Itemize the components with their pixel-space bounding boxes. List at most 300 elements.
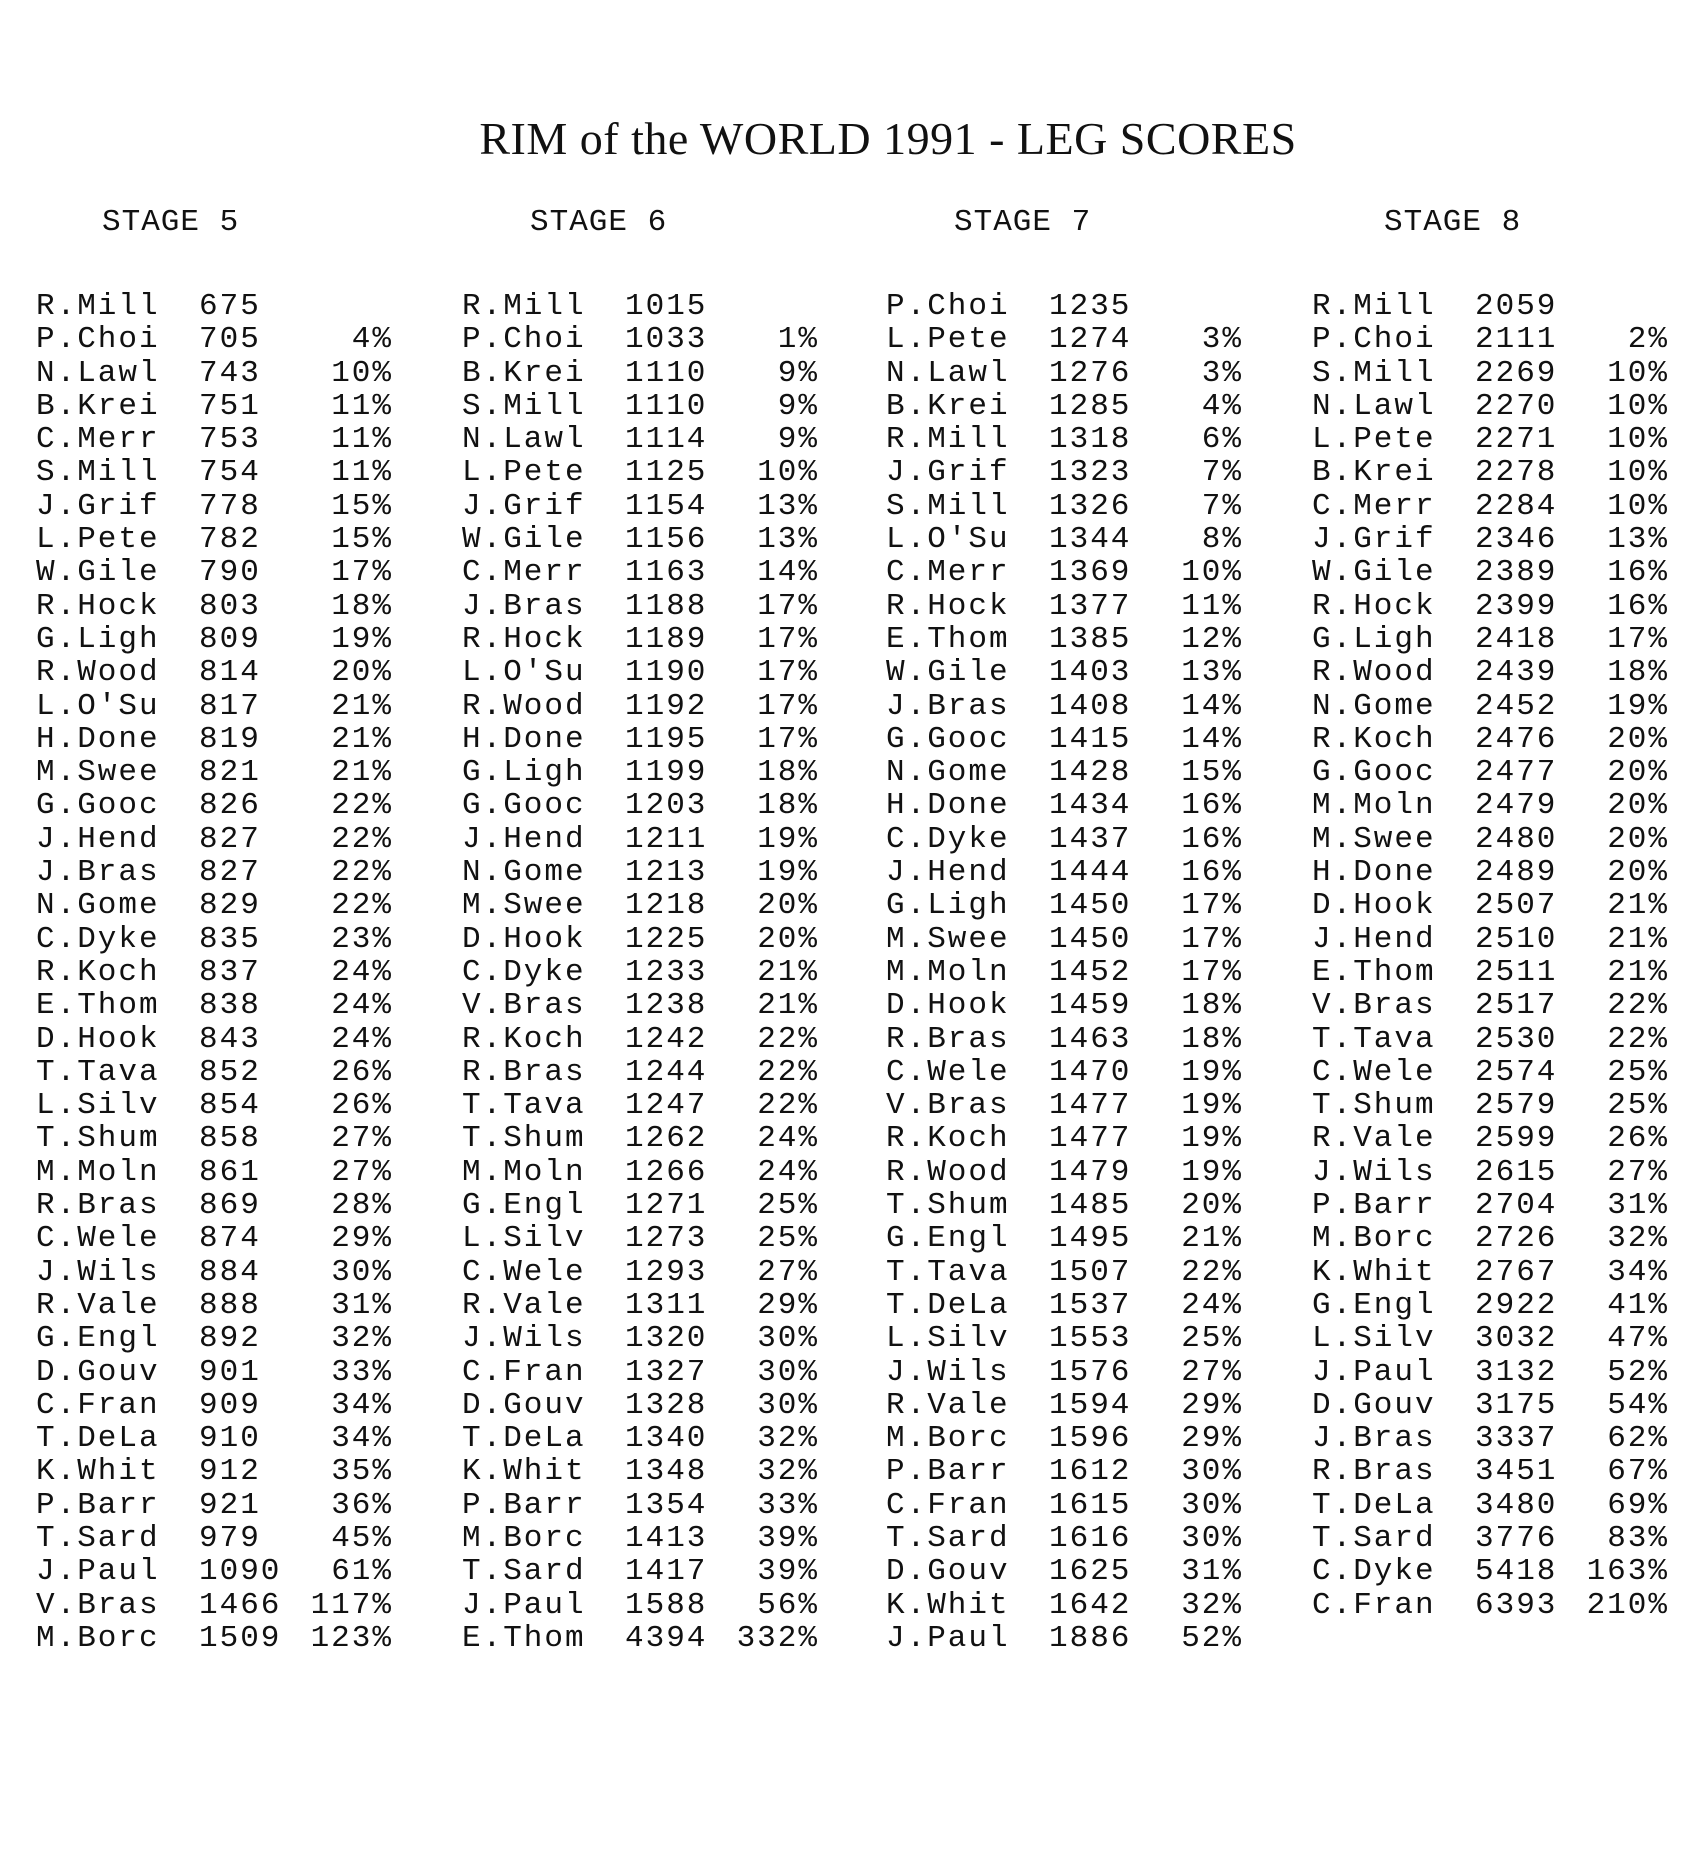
racer-percent-behind: 18% xyxy=(757,755,819,791)
racer-percent-behind: 19% xyxy=(757,855,819,891)
racer-percent-behind: 34% xyxy=(331,1387,393,1423)
score-row xyxy=(36,1489,436,1522)
racer-percent-behind: 45% xyxy=(331,1520,393,1556)
racer-score: 892 xyxy=(199,1321,261,1357)
racer-score: 1417 xyxy=(625,1554,708,1590)
racer-percent-behind: 32% xyxy=(1607,1221,1669,1257)
score-row xyxy=(886,1555,1286,1588)
score-row xyxy=(462,1356,862,1389)
racer-score: 1485 xyxy=(1049,1188,1132,1224)
racer-score: 1470 xyxy=(1049,1054,1132,1090)
racer-name: L.Silv xyxy=(36,1088,160,1124)
score-row xyxy=(886,823,1286,856)
score-row xyxy=(1312,357,1696,390)
racer-score: 2389 xyxy=(1475,555,1558,591)
racer-name: G.Engl xyxy=(36,1321,160,1357)
racer-name: L.O'Su xyxy=(462,655,586,691)
score-row xyxy=(36,1089,436,1122)
score-row xyxy=(1312,1356,1696,1389)
score-row xyxy=(36,989,436,1022)
racer-percent-behind: 3% xyxy=(1201,322,1243,358)
racer-name: R.Mill xyxy=(1312,289,1436,324)
racer-percent-behind: 34% xyxy=(1607,1254,1669,1290)
racer-score: 2480 xyxy=(1475,821,1558,857)
score-row xyxy=(1312,656,1696,689)
racer-percent-behind: 17% xyxy=(1181,954,1243,990)
racer-name: T.DeLa xyxy=(36,1421,160,1457)
score-row xyxy=(462,1122,862,1155)
racer-percent-behind: 22% xyxy=(331,888,393,924)
racer-percent-behind: 62% xyxy=(1607,1421,1669,1457)
racer-percent-behind: 10% xyxy=(331,355,393,391)
racer-score: 3132 xyxy=(1475,1354,1558,1390)
racer-name: L.Pete xyxy=(462,455,586,491)
score-row xyxy=(462,1322,862,1355)
racer-percent-behind: 30% xyxy=(1181,1487,1243,1523)
score-row xyxy=(462,1222,862,1255)
racer-name: P.Barr xyxy=(462,1487,586,1523)
racer-percent-behind: 16% xyxy=(1181,855,1243,891)
score-list xyxy=(886,290,1286,1655)
racer-percent-behind: 25% xyxy=(757,1188,819,1224)
racer-percent-behind: 17% xyxy=(1181,921,1243,957)
racer-name: H.Done xyxy=(1312,855,1436,891)
racer-percent-behind: 10% xyxy=(757,455,819,491)
score-row xyxy=(36,1023,436,1056)
racer-name: B.Krei xyxy=(886,388,1010,424)
racer-name: D.Hook xyxy=(36,1021,160,1057)
score-row xyxy=(1312,1489,1696,1522)
racer-name: R.Mill xyxy=(886,422,1010,458)
score-row xyxy=(462,523,862,556)
score-row xyxy=(1312,1023,1696,1056)
score-row xyxy=(462,1622,862,1655)
racer-percent-behind: 10% xyxy=(1607,455,1669,491)
racer-name: V.Bras xyxy=(886,1088,1010,1124)
racer-score: 2059 xyxy=(1475,289,1558,324)
racer-percent-behind: 24% xyxy=(331,1021,393,1057)
racer-percent-behind: 9% xyxy=(777,422,819,458)
score-row xyxy=(36,623,436,656)
racer-percent-behind: 18% xyxy=(1181,1021,1243,1057)
racer-name: C.Merr xyxy=(1312,488,1436,524)
racer-name: G.Engl xyxy=(886,1221,1010,1257)
racer-percent-behind: 21% xyxy=(1607,954,1669,990)
racer-score: 852 xyxy=(199,1054,261,1090)
racer-score: 1233 xyxy=(625,954,708,990)
racer-name: N.Gome xyxy=(1312,688,1436,724)
racer-score: 2269 xyxy=(1475,355,1558,391)
score-row xyxy=(1312,723,1696,756)
racer-score: 1203 xyxy=(625,788,708,824)
racer-score: 1450 xyxy=(1049,921,1132,957)
racer-name: R.Wood xyxy=(1312,655,1436,691)
score-row xyxy=(462,989,862,1022)
racer-name: L.Silv xyxy=(462,1221,586,1257)
racer-score: 1199 xyxy=(625,755,708,791)
score-row xyxy=(886,1122,1286,1155)
racer-name: E.Thom xyxy=(462,1620,586,1656)
racer-name: R.Bras xyxy=(886,1021,1010,1057)
racer-name: D.Hook xyxy=(462,921,586,957)
score-row xyxy=(886,1322,1286,1355)
score-row xyxy=(886,1056,1286,1089)
racer-score: 1450 xyxy=(1049,888,1132,924)
racer-percent-behind: 2% xyxy=(1627,322,1669,358)
racer-score: 1276 xyxy=(1049,355,1132,391)
racer-name: P.Barr xyxy=(36,1487,160,1523)
racer-name: T.Sard xyxy=(886,1520,1010,1556)
racer-percent-behind: 21% xyxy=(1607,888,1669,924)
racer-score: 2346 xyxy=(1475,522,1558,558)
score-row xyxy=(886,523,1286,556)
racer-name: W.Gile xyxy=(462,522,586,558)
racer-score: 1110 xyxy=(625,388,708,424)
racer-score: 1415 xyxy=(1049,721,1132,757)
score-row xyxy=(1312,390,1696,423)
score-row xyxy=(462,1089,862,1122)
racer-name: J.Hend xyxy=(462,821,586,857)
racer-score: 2284 xyxy=(1475,488,1558,524)
racer-score: 1466 xyxy=(199,1587,282,1623)
score-row xyxy=(36,1522,436,1555)
racer-name: G.Ligh xyxy=(1312,621,1436,657)
score-row xyxy=(462,1289,862,1322)
racer-name: R.Wood xyxy=(36,655,160,691)
score-row xyxy=(886,1156,1286,1189)
racer-score: 1125 xyxy=(625,455,708,491)
score-row xyxy=(36,456,436,489)
score-row xyxy=(886,656,1286,689)
racer-score: 2767 xyxy=(1475,1254,1558,1290)
racer-percent-behind: 24% xyxy=(331,988,393,1024)
racer-percent-behind: 41% xyxy=(1607,1287,1669,1323)
racer-name: M.Borc xyxy=(1312,1221,1436,1257)
racer-name: M.Swee xyxy=(36,755,160,791)
racer-name: T.Sard xyxy=(462,1554,586,1590)
racer-name: S.Mill xyxy=(886,488,1010,524)
score-row xyxy=(886,1189,1286,1222)
score-row xyxy=(1312,1256,1696,1289)
score-row xyxy=(36,690,436,723)
racer-percent-behind: 32% xyxy=(757,1421,819,1457)
racer-score: 1507 xyxy=(1049,1254,1132,1290)
racer-name: B.Krei xyxy=(36,388,160,424)
racer-percent-behind: 11% xyxy=(331,422,393,458)
racer-name: R.Vale xyxy=(36,1287,160,1323)
racer-percent-behind: 20% xyxy=(1607,788,1669,824)
racer-score: 2399 xyxy=(1475,588,1558,624)
score-row xyxy=(1312,1122,1696,1155)
racer-name: L.Pete xyxy=(886,322,1010,358)
score-row xyxy=(36,1289,436,1322)
racer-percent-behind: 15% xyxy=(1181,755,1243,791)
score-row xyxy=(1312,1422,1696,1455)
score-row xyxy=(36,1389,436,1422)
racer-score: 751 xyxy=(199,388,261,424)
score-row xyxy=(36,357,436,390)
stage-heading: STAGE 6 xyxy=(530,205,668,240)
racer-score: 1596 xyxy=(1049,1421,1132,1457)
racer-score: 1509 xyxy=(199,1620,282,1656)
racer-percent-behind: 22% xyxy=(331,821,393,857)
racer-name: C.Fran xyxy=(886,1487,1010,1523)
racer-name: J.Paul xyxy=(1312,1354,1436,1390)
racer-name: G.Engl xyxy=(462,1188,586,1224)
score-row xyxy=(1312,1189,1696,1222)
racer-score: 2615 xyxy=(1475,1154,1558,1190)
racer-score: 921 xyxy=(199,1487,261,1523)
racer-score: 1437 xyxy=(1049,821,1132,857)
racer-score: 1326 xyxy=(1049,488,1132,524)
racer-percent-behind: 14% xyxy=(1181,721,1243,757)
racer-name: C.Wele xyxy=(462,1254,586,1290)
racer-percent-behind: 332% xyxy=(736,1620,819,1656)
score-row xyxy=(36,290,436,323)
racer-percent-behind: 24% xyxy=(757,1121,819,1157)
racer-score: 3032 xyxy=(1475,1321,1558,1357)
score-row xyxy=(1312,1056,1696,1089)
racer-percent-behind: 21% xyxy=(1607,921,1669,957)
racer-percent-behind: 18% xyxy=(331,588,393,624)
racer-score: 1328 xyxy=(625,1387,708,1423)
score-row xyxy=(886,789,1286,822)
racer-name: P.Barr xyxy=(886,1454,1010,1490)
racer-percent-behind: 10% xyxy=(1607,355,1669,391)
racer-score: 1015 xyxy=(625,289,708,324)
racer-name: J.Wils xyxy=(886,1354,1010,1390)
score-row xyxy=(462,623,862,656)
racer-score: 2517 xyxy=(1475,988,1558,1024)
racer-percent-behind: 16% xyxy=(1181,821,1243,857)
racer-name: M.Borc xyxy=(462,1520,586,1556)
racer-percent-behind: 19% xyxy=(1181,1054,1243,1090)
racer-name: G.Ligh xyxy=(462,755,586,791)
racer-percent-behind: 67% xyxy=(1607,1454,1669,1490)
racer-percent-behind: 15% xyxy=(331,488,393,524)
racer-name: J.Bras xyxy=(36,855,160,891)
score-row xyxy=(36,1256,436,1289)
score-row xyxy=(36,923,436,956)
score-row xyxy=(36,1156,436,1189)
score-row xyxy=(1312,1222,1696,1255)
score-row xyxy=(886,1089,1286,1122)
score-row xyxy=(36,1422,436,1455)
score-row xyxy=(462,856,862,889)
racer-score: 1354 xyxy=(625,1487,708,1523)
racer-score: 1886 xyxy=(1049,1620,1132,1656)
racer-percent-behind: 20% xyxy=(1607,721,1669,757)
score-row xyxy=(462,390,862,423)
racer-score: 888 xyxy=(199,1287,261,1323)
racer-score: 1189 xyxy=(625,621,708,657)
racer-name: B.Krei xyxy=(462,355,586,391)
racer-score: 1594 xyxy=(1049,1387,1132,1423)
racer-score: 826 xyxy=(199,788,261,824)
racer-percent-behind: 13% xyxy=(1181,655,1243,691)
score-row xyxy=(36,1222,436,1255)
score-row xyxy=(462,1455,862,1488)
racer-name: J.Paul xyxy=(462,1587,586,1623)
racer-percent-behind: 22% xyxy=(331,855,393,891)
racer-name: M.Moln xyxy=(1312,788,1436,824)
racer-name: C.Dyke xyxy=(36,921,160,957)
score-row xyxy=(36,523,436,556)
racer-name: R.Hock xyxy=(36,588,160,624)
score-row xyxy=(1312,1156,1696,1189)
racer-name: L.Pete xyxy=(1312,422,1436,458)
racer-score: 1225 xyxy=(625,921,708,957)
racer-score: 1612 xyxy=(1049,1454,1132,1490)
score-row xyxy=(1312,523,1696,556)
racer-percent-behind: 19% xyxy=(1181,1154,1243,1190)
racer-name: T.Shum xyxy=(462,1121,586,1157)
racer-score: 2439 xyxy=(1475,655,1558,691)
score-row xyxy=(462,290,862,323)
score-row xyxy=(1312,1589,1696,1622)
racer-percent-behind: 25% xyxy=(1607,1088,1669,1124)
score-row xyxy=(462,357,862,390)
racer-score: 884 xyxy=(199,1254,261,1290)
racer-percent-behind: 22% xyxy=(1181,1254,1243,1290)
stage-8-column xyxy=(1312,206,1696,1622)
racer-name: T.Tava xyxy=(886,1254,1010,1290)
score-row xyxy=(462,690,862,723)
racer-score: 1320 xyxy=(625,1321,708,1357)
score-row xyxy=(36,556,436,589)
score-row xyxy=(1312,889,1696,922)
score-row xyxy=(36,1322,436,1355)
racer-name: E.Thom xyxy=(1312,954,1436,990)
racer-name: R.Hock xyxy=(1312,588,1436,624)
racer-score: 1576 xyxy=(1049,1354,1132,1390)
score-row xyxy=(36,789,436,822)
racer-score: 803 xyxy=(199,588,261,624)
racer-name: R.Koch xyxy=(36,954,160,990)
racer-percent-behind: 20% xyxy=(331,655,393,691)
racer-score: 1615 xyxy=(1049,1487,1132,1523)
racer-name: C.Merr xyxy=(886,555,1010,591)
score-row xyxy=(886,323,1286,356)
racer-name: E.Thom xyxy=(36,988,160,1024)
racer-name: E.Thom xyxy=(886,621,1010,657)
racer-percent-behind: 20% xyxy=(757,888,819,924)
racer-score: 3776 xyxy=(1475,1520,1558,1556)
racer-score: 1218 xyxy=(625,888,708,924)
racer-percent-behind: 31% xyxy=(331,1287,393,1323)
score-row xyxy=(1312,323,1696,356)
racer-percent-behind: 17% xyxy=(757,588,819,624)
racer-name: C.Fran xyxy=(36,1387,160,1423)
score-row xyxy=(1312,1289,1696,1322)
racer-name: L.O'Su xyxy=(36,688,160,724)
racer-score: 1616 xyxy=(1049,1520,1132,1556)
racer-percent-behind: 18% xyxy=(757,788,819,824)
score-row xyxy=(36,1555,436,1588)
racer-percent-behind: 17% xyxy=(331,555,393,591)
racer-score: 1156 xyxy=(625,522,708,558)
racer-score: 2271 xyxy=(1475,422,1558,458)
racer-score: 1285 xyxy=(1049,388,1132,424)
racer-percent-behind: 29% xyxy=(1181,1421,1243,1457)
racer-score: 1537 xyxy=(1049,1287,1132,1323)
racer-percent-behind: 17% xyxy=(757,721,819,757)
racer-name: L.O'Su xyxy=(886,522,1010,558)
racer-score: 1344 xyxy=(1049,522,1132,558)
racer-score: 2530 xyxy=(1475,1021,1558,1057)
racer-name: D.Gouv xyxy=(886,1554,1010,1590)
racer-name: G.Engl xyxy=(1312,1287,1436,1323)
racer-name: R.Wood xyxy=(886,1154,1010,1190)
score-row xyxy=(886,1256,1286,1289)
score-row xyxy=(36,423,436,456)
racer-percent-behind: 7% xyxy=(1201,455,1243,491)
score-row xyxy=(462,1056,862,1089)
racer-name: K.Whit xyxy=(886,1587,1010,1623)
document-title: RIM of the WORLD 1991 - LEG SCORES xyxy=(479,113,1297,164)
racer-name: R.Mill xyxy=(462,289,586,324)
racer-score: 1192 xyxy=(625,688,708,724)
racer-name: J.Wils xyxy=(1312,1154,1436,1190)
racer-score: 1274 xyxy=(1049,322,1132,358)
racer-name: R.Koch xyxy=(462,1021,586,1057)
racer-name: K.Whit xyxy=(36,1454,160,1490)
racer-name: N.Gome xyxy=(462,855,586,891)
stage-heading: STAGE 7 xyxy=(954,205,1092,240)
score-row xyxy=(886,956,1286,989)
racer-score: 1262 xyxy=(625,1121,708,1157)
score-row xyxy=(1312,623,1696,656)
racer-percent-behind: 31% xyxy=(1607,1188,1669,1224)
racer-name: V.Bras xyxy=(1312,988,1436,1024)
racer-name: J.Grif xyxy=(1312,522,1436,558)
racer-percent-behind: 17% xyxy=(757,688,819,724)
racer-name: R.Bras xyxy=(462,1054,586,1090)
score-row xyxy=(462,789,862,822)
score-row xyxy=(1312,423,1696,456)
stage-heading: STAGE 5 xyxy=(102,205,240,240)
racer-percent-behind: 13% xyxy=(757,488,819,524)
racer-name: S.Mill xyxy=(1312,355,1436,391)
score-list xyxy=(462,290,862,1655)
racer-percent-behind: 30% xyxy=(1181,1520,1243,1556)
score-row xyxy=(886,1222,1286,1255)
racer-name: M.Swee xyxy=(886,921,1010,957)
racer-score: 1385 xyxy=(1049,621,1132,657)
racer-name: C.Merr xyxy=(36,422,160,458)
score-row xyxy=(1312,956,1696,989)
racer-percent-behind: 28% xyxy=(331,1188,393,1224)
score-row xyxy=(36,1056,436,1089)
score-row xyxy=(462,1589,862,1622)
score-row xyxy=(1312,1522,1696,1555)
racer-score: 1642 xyxy=(1049,1587,1132,1623)
racer-score: 2418 xyxy=(1475,621,1558,657)
racer-percent-behind: 19% xyxy=(1607,688,1669,724)
score-row xyxy=(462,556,862,589)
racer-percent-behind: 21% xyxy=(1181,1221,1243,1257)
racer-score: 814 xyxy=(199,655,261,691)
racer-name: D.Hook xyxy=(1312,888,1436,924)
racer-name: M.Borc xyxy=(886,1421,1010,1457)
racer-percent-behind: 8% xyxy=(1201,522,1243,558)
racer-percent-behind: 20% xyxy=(1607,755,1669,791)
racer-percent-behind: 52% xyxy=(1607,1354,1669,1390)
racer-percent-behind: 83% xyxy=(1607,1520,1669,1556)
racer-percent-behind: 4% xyxy=(1201,388,1243,424)
racer-score: 1369 xyxy=(1049,555,1132,591)
racer-percent-behind: 26% xyxy=(1607,1121,1669,1157)
